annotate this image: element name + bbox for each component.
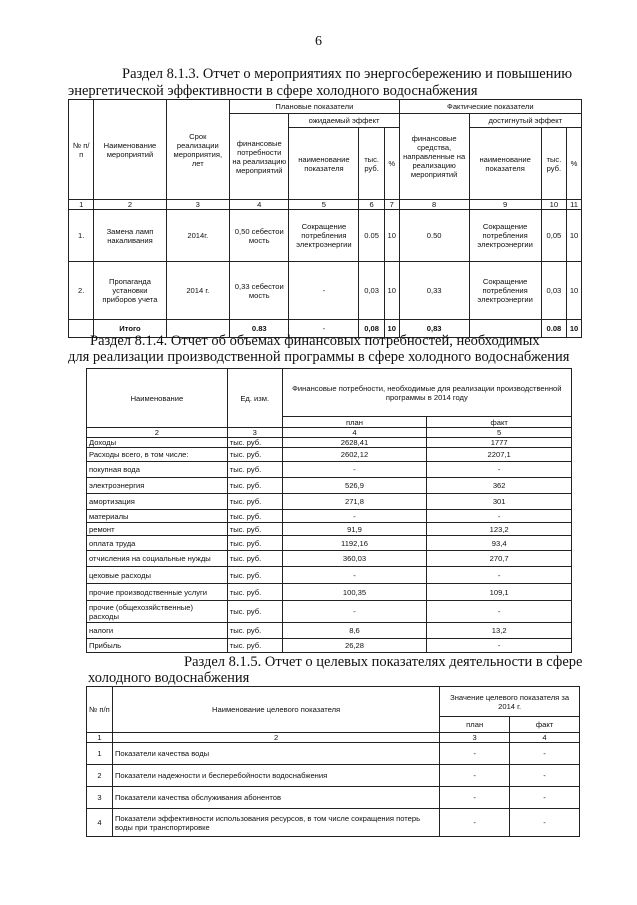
- table-row: [87, 448, 572, 462]
- row-plan: 360,03: [282, 551, 427, 567]
- col-header-ind-name: наименование показателя: [289, 128, 359, 200]
- row-unit: тыс. руб.: [227, 567, 282, 584]
- row-name: электроэнергия: [87, 478, 228, 494]
- total-indicator: -: [289, 320, 359, 338]
- col-num: 2: [112, 733, 439, 743]
- table-row: [87, 584, 572, 601]
- row-unit: тыс. руб.: [227, 584, 282, 601]
- row-indicator-fact: Сокращение потребления электроэнергии: [469, 262, 541, 320]
- col-header-plan: план: [282, 417, 427, 428]
- table-row: [87, 567, 572, 584]
- section-815-title-line1: Раздел 8.1.5. Отчет о целевых показателях деятельности в сфере: [184, 654, 583, 670]
- row-fact: -: [510, 743, 580, 765]
- col-header-pct: %: [384, 128, 399, 200]
- row-num: 1.: [69, 210, 94, 262]
- col-num: 3: [166, 200, 230, 210]
- table-row: [87, 639, 572, 653]
- table-row: [87, 809, 580, 837]
- table-row: [87, 551, 572, 567]
- table-row: [87, 787, 580, 809]
- row-fact: 301: [427, 494, 572, 510]
- row-plan: -: [282, 462, 427, 478]
- col-header-fact: Фактические показатели: [399, 100, 581, 114]
- col-header-fin-needs: Финансовые потребности, необходимые для реализации производственной программы в 2014 году: [282, 369, 571, 417]
- col-num: 5: [289, 200, 359, 210]
- col-header-name: Наименование целевого показателя: [112, 687, 439, 733]
- col-num: 11: [567, 200, 582, 210]
- col-num: 3: [227, 428, 282, 438]
- row-plan: -: [440, 809, 510, 837]
- col-num: 2: [94, 200, 166, 210]
- row-rub-fact: 0,05: [541, 210, 566, 262]
- row-name: ремонт: [87, 523, 228, 536]
- row-unit: тыс. руб.: [227, 494, 282, 510]
- row-name: прочие (общехозяйственные) расходы: [87, 601, 228, 623]
- table-row: [87, 765, 580, 787]
- page-number: 6: [315, 34, 322, 49]
- total-pct: 10: [384, 320, 399, 338]
- financial-needs-table: [86, 368, 572, 653]
- row-fact: -: [510, 809, 580, 837]
- row-fact: 1777: [427, 438, 572, 448]
- table-row: [87, 510, 572, 523]
- row-name: Расходы всего, в том числе:: [87, 448, 228, 462]
- row-term: 2014 г.: [166, 262, 230, 320]
- row-name: Пропаганда установки приборов учета: [94, 262, 166, 320]
- col-header-trub: тыс. руб.: [359, 128, 384, 200]
- row-fin: 0,50 себестои мость: [230, 210, 289, 262]
- row-pct-fact: 10: [567, 262, 582, 320]
- col-num: 6: [359, 200, 384, 210]
- row-plan: 526,9: [282, 478, 427, 494]
- row-fact: 2207,1: [427, 448, 572, 462]
- col-header-name: Наименование мероприятий: [94, 100, 166, 200]
- row-fact: -: [427, 510, 572, 523]
- col-num: 3: [440, 733, 510, 743]
- col-num: 1: [87, 733, 113, 743]
- row-unit: тыс. руб.: [227, 510, 282, 523]
- row-unit: тыс. руб.: [227, 438, 282, 448]
- col-num: 2: [87, 428, 228, 438]
- col-num: 8: [399, 200, 469, 210]
- row-num: 2: [87, 765, 113, 787]
- col-header-term: Срок реализации мероприятия, лет: [166, 100, 230, 200]
- col-header-expected: ожидаемый эффект: [289, 114, 399, 128]
- row-plan: 2602,12: [282, 448, 427, 462]
- row-plan: -: [440, 787, 510, 809]
- row-plan: 26,28: [282, 639, 427, 653]
- target-indicators-table: [86, 686, 580, 837]
- section-814-title-line1: Раздел 8.1.4. Отчет об объемах финансовых потребностей, необходимых: [90, 333, 540, 349]
- col-num: 10: [541, 200, 566, 210]
- table-row: [69, 210, 582, 262]
- row-name: прочие производственные услуги: [87, 584, 228, 601]
- table-row: [69, 262, 582, 320]
- row-fact: -: [510, 765, 580, 787]
- row-rub: 0.05: [359, 210, 384, 262]
- col-header-ind-name-fact: наименование показателя: [469, 128, 541, 200]
- col-header-plan: Плановые показатели: [230, 100, 400, 114]
- row-fact: 270,7: [427, 551, 572, 567]
- row-indicator-fact: Сокращение потребления электроэнергии: [469, 210, 541, 262]
- col-num: 1: [69, 200, 94, 210]
- col-header-plan: план: [440, 717, 510, 733]
- row-name: оплата труда: [87, 536, 228, 551]
- row-fact: -: [427, 462, 572, 478]
- col-num: 5: [427, 428, 572, 438]
- row-unit: тыс. руб.: [227, 478, 282, 494]
- row-name: Показатели качества воды: [112, 743, 439, 765]
- row-name: налоги: [87, 623, 228, 639]
- table-row: [87, 462, 572, 478]
- table-row: [87, 438, 572, 448]
- row-fact: 109,1: [427, 584, 572, 601]
- total-rub: 0,08: [359, 320, 384, 338]
- table-row: [87, 494, 572, 510]
- col-num: 7: [384, 200, 399, 210]
- row-name: Показатели надежности и бесперебойности водоснабжения: [112, 765, 439, 787]
- row-num: 1: [87, 743, 113, 765]
- table-row: [87, 623, 572, 639]
- row-num: 3: [87, 787, 113, 809]
- col-num: 9: [469, 200, 541, 210]
- row-plan: 100,35: [282, 584, 427, 601]
- total-label: Итого: [94, 320, 166, 338]
- row-plan: -: [282, 510, 427, 523]
- row-name: покупная вода: [87, 462, 228, 478]
- col-num: 4: [282, 428, 427, 438]
- col-header-unit: Ед. изм.: [227, 369, 282, 428]
- row-name: отчисления на социальные нужды: [87, 551, 228, 567]
- col-num: 4: [510, 733, 580, 743]
- table-row: [87, 523, 572, 536]
- table-row: [87, 743, 580, 765]
- row-fact: -: [427, 639, 572, 653]
- col-header-trub-fact: тыс. руб.: [541, 128, 566, 200]
- table-row: [87, 601, 572, 623]
- row-unit: тыс. руб.: [227, 639, 282, 653]
- row-num: 2.: [69, 262, 94, 320]
- energy-measures-table: [68, 99, 582, 338]
- section-815-title-line2: холодного водоснабжения: [88, 670, 250, 686]
- col-header-fact: факт: [510, 717, 580, 733]
- column-number-row: [87, 428, 572, 438]
- row-fin-fact: 0,33: [399, 262, 469, 320]
- col-num: 4: [230, 200, 289, 210]
- row-plan: -: [282, 601, 427, 623]
- row-unit: тыс. руб.: [227, 601, 282, 623]
- col-header-fact: факт: [427, 417, 572, 428]
- column-number-row: [69, 200, 582, 210]
- row-unit: тыс. руб.: [227, 623, 282, 639]
- row-indicator: -: [289, 262, 359, 320]
- row-name: Доходы: [87, 438, 228, 448]
- col-header-pct-fact: %: [567, 128, 582, 200]
- row-fact: 123,2: [427, 523, 572, 536]
- row-unit: тыс. руб.: [227, 551, 282, 567]
- row-name: Показатели эффективности использования ресурсов, в том числе сокращения потерь воды при транспортировке: [112, 809, 439, 837]
- col-header-achieved: достигнутый эффект: [469, 114, 581, 128]
- row-plan: -: [282, 567, 427, 584]
- row-fact: 13,2: [427, 623, 572, 639]
- row-pct: 10: [384, 262, 399, 320]
- row-fact: 93,4: [427, 536, 572, 551]
- row-fact: -: [427, 601, 572, 623]
- col-header-num: № п/п: [87, 687, 113, 733]
- section-814-title-line2: для реализации производственной программы в сфере холодного водоснабжения: [68, 349, 570, 365]
- row-unit: тыс. руб.: [227, 462, 282, 478]
- row-rub-fact: 0,03: [541, 262, 566, 320]
- row-plan: 8,6: [282, 623, 427, 639]
- row-indicator: Сокращение потребления электроэнергии: [289, 210, 359, 262]
- row-name: Показатели качества обслуживания абонентов: [112, 787, 439, 809]
- row-plan: -: [440, 743, 510, 765]
- row-name: цеховые расходы: [87, 567, 228, 584]
- total-fin: 0.83: [230, 320, 289, 338]
- total-fin-fact: 0,83: [399, 320, 469, 338]
- section-813-title-line1: Раздел 8.1.3. Отчет о мероприятиях по энергосбережению и повышению: [122, 66, 573, 82]
- col-header-fin-need: финансовые потребности на реализацию мероприятий: [230, 114, 289, 200]
- row-unit: тыс. руб.: [227, 536, 282, 551]
- section-813-title-line2: энергетической эффективности в сфере холодного водоснабжения: [68, 83, 478, 99]
- row-name: Прибыль: [87, 639, 228, 653]
- table-row: [87, 478, 572, 494]
- table-row: [87, 536, 572, 551]
- row-rub: 0,03: [359, 262, 384, 320]
- row-unit: тыс. руб.: [227, 523, 282, 536]
- total-pct-fact: 10: [567, 320, 582, 338]
- column-number-row: [87, 733, 580, 743]
- row-fact: -: [427, 567, 572, 584]
- row-name: амортизация: [87, 494, 228, 510]
- row-unit: тыс. руб.: [227, 448, 282, 462]
- row-pct: 10: [384, 210, 399, 262]
- row-plan: 2628,41: [282, 438, 427, 448]
- row-plan: 271,8: [282, 494, 427, 510]
- row-name: материалы: [87, 510, 228, 523]
- col-header-name: Наименование: [87, 369, 228, 428]
- row-plan: 91,9: [282, 523, 427, 536]
- col-header-value: Значение целевого показателя за 2014 г.: [440, 687, 580, 717]
- row-fin: 0,33 себестои мость: [230, 262, 289, 320]
- col-header-num: № п/п: [69, 100, 94, 200]
- row-num: 4: [87, 809, 113, 837]
- row-plan: 1192,16: [282, 536, 427, 551]
- row-pct-fact: 10: [567, 210, 582, 262]
- row-fact: -: [510, 787, 580, 809]
- row-name: Замена ламп накаливания: [94, 210, 166, 262]
- total-rub-fact: 0.08: [541, 320, 566, 338]
- col-header-fin-spent: финансовые средства, направленные на реализацию мероприятий: [399, 114, 469, 200]
- row-fact: 362: [427, 478, 572, 494]
- row-term: 2014г.: [166, 210, 230, 262]
- row-fin-fact: 0.50: [399, 210, 469, 262]
- row-plan: -: [440, 765, 510, 787]
